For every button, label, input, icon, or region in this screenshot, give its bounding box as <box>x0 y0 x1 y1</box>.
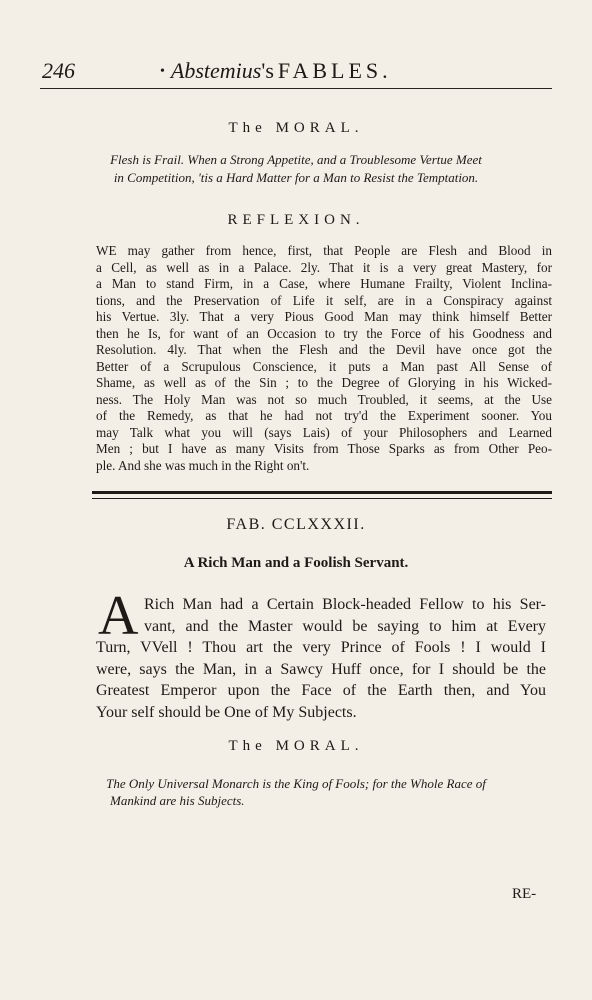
reflexion-line: a Man to stand Firm, in a Case, where Humane Frailty, Violent Inclina- <box>96 276 552 291</box>
second-moral-line-1: The Only Universal Monarch is the King of Fools; for the Whole Race of <box>106 776 486 791</box>
fable-line: Turn, VVell ! Thou art the very Prince of Fools ! I would I <box>96 639 546 656</box>
header-rule <box>40 88 552 89</box>
moral-line-1: Flesh is Frail. When a Strong Appetite, and a Troublesome Vertue Meet <box>110 152 482 167</box>
author-possessive: 's <box>261 58 274 83</box>
reflexion-line: ness. The Holy Man was not so much Troubled, it seems, at the Use <box>96 391 552 407</box>
running-header <box>40 58 552 88</box>
reflexion-line: Better of a Scrupulous Conscience, it puts a Man past All Sense of <box>96 358 552 374</box>
fable-line: Rich Man had a Certain Block-headed Fellow to his Ser- <box>144 596 546 613</box>
fable-line: vant, and the Master would be saying to him at Every <box>144 617 546 635</box>
reflexion-line: ple. And she was much in the Right on't. <box>96 457 310 473</box>
fable-indented-text <box>144 594 546 637</box>
fable-number: FAB. CCLXXXII. <box>226 516 366 533</box>
author-name: Abstemius <box>170 58 262 83</box>
reflexion-line: WE may gather from hence, first, that People are Flesh and Blood in <box>96 243 552 258</box>
reflexion-paragraph <box>96 243 552 474</box>
reflexion-line: Resolution. 4ly. That when the Flesh and the Devil have once got the <box>96 342 552 357</box>
moral-heading: The MORAL. <box>228 120 364 136</box>
reflexion-line: tions, and the Preservation of Life it self, are in a Conspiracy against <box>96 292 552 308</box>
reflexion-line: a Cell, as well as in a Palace. 2ly. That it is a very great Mastery, for <box>96 259 552 275</box>
catchword: RE- <box>512 886 537 902</box>
book-title: FABLES. <box>277 58 392 83</box>
fable-text <box>96 637 546 723</box>
reflexion-heading: REFLEXION. <box>227 212 365 228</box>
section-divider-rule <box>92 491 552 499</box>
fable-line: Your self should be One of My Subjects. <box>96 703 357 721</box>
reflexion-line: Shame, as well as of the Sin ; to the Degree of Glorying in his Wicked- <box>96 375 552 390</box>
fable-line: were, says the Man, in a Sawcy Huff once, for I should be the <box>96 660 546 678</box>
moral-line-2: in Competition, 'tis a Hard Matter for a Man to Resist the Temptation. <box>113 170 479 185</box>
second-moral-heading: The MORAL. <box>228 738 364 754</box>
ornament-bullet-icon: • <box>160 64 165 79</box>
reflexion-line: may Talk what you will (says Lais) of your Philosophers and Learned <box>96 424 552 440</box>
page-number: 246 <box>42 58 75 83</box>
second-moral-line-2: Mankind are his Subjects. <box>110 793 245 808</box>
reflexion-line: Men ; but I have as many Visits from Those Sparks as from Other Peo- <box>96 441 552 456</box>
reflexion-line: of the Remedy, as that he had not try'd the Experiment sooner. You <box>96 408 552 423</box>
fable-line: Greatest Emperor upon the Face of the Earth then, and You <box>96 682 546 699</box>
reflexion-line: his Vertue. 3ly. That a very Pious Good Man may think himself Better <box>96 309 552 324</box>
fable-title: A Rich Man and a Foolish Servant. <box>183 555 409 571</box>
drop-cap: A <box>98 585 139 647</box>
reflexion-line: then he Is, for want of an Occasion to try the Force of his Goodness and <box>96 325 552 341</box>
running-title <box>160 58 392 84</box>
